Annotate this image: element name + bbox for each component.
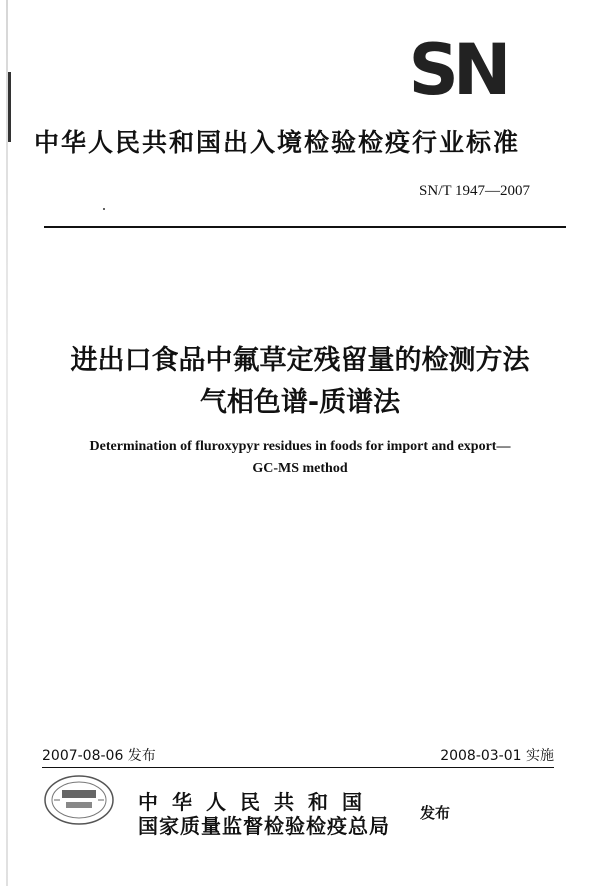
title-chinese-line2: 气相色谱-质谱法 [199, 387, 401, 418]
issuer-line2: 国家质量监督检验检疫总局 [138, 814, 390, 838]
standard-number: SN/T 1947—2007 [419, 183, 530, 199]
title-chinese-line1: 进出口食品中氟草定残留量的检测方法 [70, 345, 530, 376]
issuer-line1: 中华人民共和国 [138, 790, 376, 814]
footer-rule [42, 767, 554, 768]
sn-logo [392, 29, 522, 111]
publisher-stamp-icon [40, 772, 118, 828]
title-english [0, 436, 600, 480]
title-chinese [0, 340, 600, 424]
scan-dot [103, 208, 105, 210]
implement-date: 2008-03-01 实施 [440, 748, 554, 764]
org-title: 中华人民共和国出入境检验检疫行业标准 [34, 128, 521, 157]
issued-label: 发布 [420, 804, 451, 822]
title-english-line2: GC-MS method [252, 461, 348, 476]
sn-logo-text: SN [408, 29, 506, 111]
issuer [138, 790, 390, 838]
header-rule [44, 226, 566, 228]
scan-mark [8, 72, 11, 142]
issue-date: 2007-08-06 发布 [42, 748, 156, 764]
title-english-line1: Determination of fluroxypyr residues in foods for import and export— [89, 439, 511, 454]
